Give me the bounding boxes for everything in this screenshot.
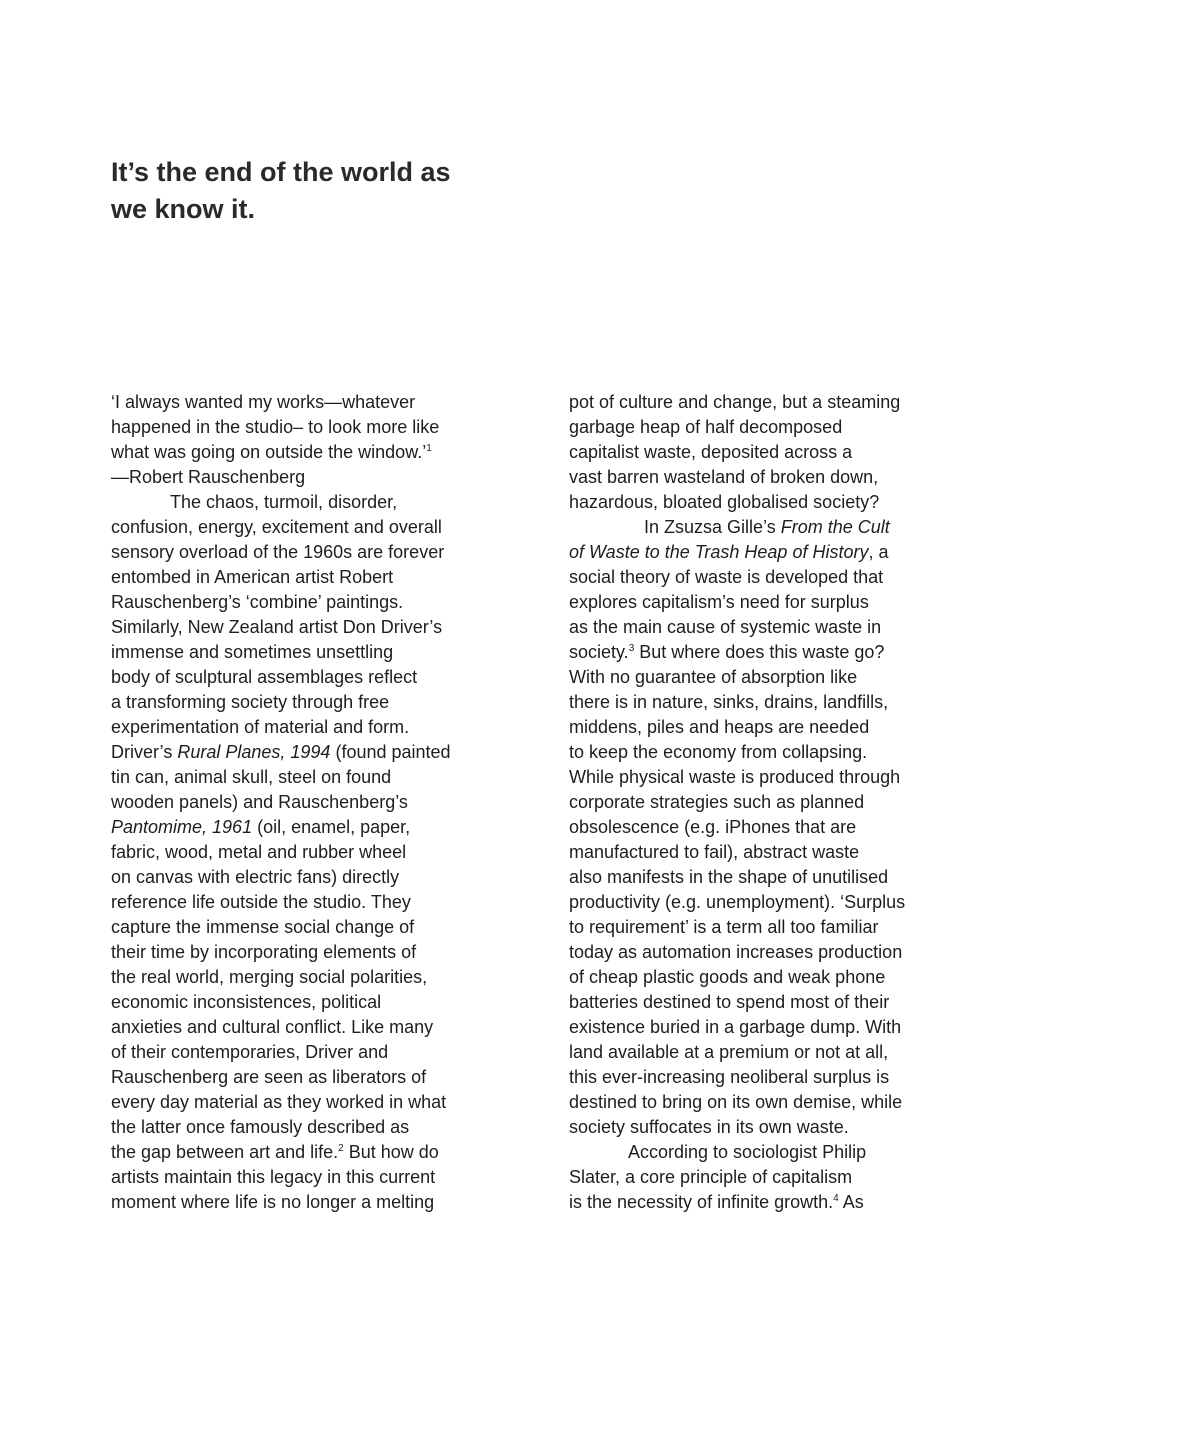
text-line: this ever-increasing neoliberal surplus is — [569, 1067, 890, 1087]
text-line: obsolescence (e.g. iPhones that are — [569, 817, 857, 837]
text-fragment: , a — [868, 542, 889, 562]
text-fragment: society. — [569, 642, 629, 662]
text-fragment: the gap between art and life. — [111, 1142, 339, 1162]
text-fragment: (oil, enamel, paper, — [252, 817, 411, 837]
text-fragment: As — [838, 1192, 864, 1212]
text-line: today as automation increases production — [569, 942, 903, 962]
text-line: explores capitalism’s need for surplus — [569, 592, 869, 612]
text-line: confusion, energy, excitement and overall — [111, 517, 442, 537]
text-line: a transforming society through free — [111, 692, 390, 712]
paragraph-start — [569, 515, 949, 540]
text-fragment: But how do — [343, 1142, 439, 1162]
text-line — [111, 815, 491, 840]
text-line: economic inconsistences, political — [111, 992, 382, 1012]
text-line: garbage heap of half decomposed — [569, 417, 843, 437]
text-line: the real world, merging social polarities, — [111, 967, 428, 987]
text-line: Slater, a core principle of capitalism — [569, 1167, 853, 1187]
text-fragment: Driver’s — [111, 742, 178, 762]
text-line: fabric, wood, metal and rubber wheel — [111, 842, 407, 862]
text-line: to keep the economy from collapsing. — [569, 742, 868, 762]
footnote-ref: 3 — [628, 643, 635, 654]
page-title — [111, 154, 531, 228]
text-fragment: (found painted — [330, 742, 451, 762]
text-fragment: In Zsuzsa Gille’s — [644, 517, 781, 537]
text-line — [569, 640, 949, 665]
text-line: the latter once famously described as — [111, 1117, 410, 1137]
text-line — [569, 540, 949, 565]
text-fragment: is the necessity of infinite growth. — [569, 1192, 834, 1212]
text-line: sensory overload of the 1960s are forever — [111, 542, 445, 562]
right-column — [569, 390, 949, 1215]
paragraph-start: According to sociologist Philip — [628, 1142, 867, 1162]
text-line: existence buried in a garbage dump. With — [569, 1017, 902, 1037]
text-line: With no guarantee of absorption like — [569, 667, 858, 687]
book-title: From the Cult — [780, 517, 890, 537]
text-line: anxieties and cultural conflict. Like many — [111, 1017, 434, 1037]
text-line: their time by incorporating elements of — [111, 942, 417, 962]
text-line: While physical waste is produced through — [569, 767, 901, 787]
text-line: experimentation of material and form. — [111, 717, 410, 737]
text-line: every day material as they worked in what — [111, 1092, 447, 1112]
text-line: happened in the studio– to look more like — [111, 417, 440, 437]
text-line: capture the immense social change of — [111, 917, 415, 937]
text-line: on canvas with electric fans) directly — [111, 867, 400, 887]
paragraph-start: The chaos, turmoil, disorder, — [170, 492, 398, 512]
text-line — [111, 740, 491, 765]
quote-attribution: —Robert Rauschenberg — [111, 467, 306, 487]
text-line: immense and sometimes unsettling — [111, 642, 394, 662]
text-line: Rauschenberg are seen as liberators of — [111, 1067, 427, 1087]
book-title: of Waste to the Trash Heap of History — [569, 542, 869, 562]
text-line: entombed in American artist Robert — [111, 567, 394, 587]
text-line: middens, piles and heaps are needed — [569, 717, 870, 737]
text-fragment: what was going on outside the window.’ — [111, 442, 427, 462]
text-line: ‘I always wanted my works—whatever — [111, 392, 416, 412]
text-line: capitalist waste, deposited across a — [569, 442, 853, 462]
text-line: land available at a premium or not at all, — [569, 1042, 889, 1062]
text-line: of cheap plastic goods and weak phone — [569, 967, 886, 987]
text-line: moment where life is no longer a melting — [111, 1192, 435, 1212]
artwork-title: Pantomime, 1961 — [111, 817, 253, 837]
text-line: reference life outside the studio. They — [111, 892, 411, 912]
text-line: corporate strategies such as planned — [569, 792, 865, 812]
footnote-ref: 1 — [426, 443, 432, 454]
text-line: as the main cause of systemic waste in — [569, 617, 882, 637]
text-line — [111, 1140, 491, 1165]
text-line: destined to bring on its own demise, while — [569, 1092, 903, 1112]
text-line: body of sculptural assemblages reflect — [111, 667, 418, 687]
text-line — [111, 440, 491, 465]
text-fragment: But where does this waste go? — [634, 642, 885, 662]
artwork-title: Rural Planes, 1994 — [177, 742, 331, 762]
title-line: It’s the end of the world as — [111, 157, 451, 187]
text-line: social theory of waste is developed that — [569, 567, 884, 587]
text-line: pot of culture and change, but a steaming — [569, 392, 901, 412]
text-line: there is in nature, sinks, drains, landfills, — [569, 692, 889, 712]
left-column — [111, 390, 491, 1215]
text-line — [569, 1190, 949, 1215]
text-line: society suffocates in its own waste. — [569, 1117, 849, 1137]
footnote-ref: 4 — [833, 1193, 839, 1204]
title-line: we know it. — [111, 194, 256, 224]
footnote-ref: 2 — [338, 1143, 344, 1154]
text-line: productivity (e.g. unemployment). ‘Surplus — [569, 892, 906, 912]
text-line: manufactured to fail), abstract waste — [569, 842, 860, 862]
text-line: hazardous, bloated globalised society? — [569, 492, 880, 512]
text-line: artists maintain this legacy in this current — [111, 1167, 436, 1187]
text-line: of their contemporaries, Driver and — [111, 1042, 389, 1062]
text-line: also manifests in the shape of unutilised — [569, 867, 889, 887]
text-line: Similarly, New Zealand artist Don Driver’s — [111, 617, 443, 637]
text-line: tin can, animal skull, steel on found — [111, 767, 392, 787]
text-line: to requirement’ is a term all too familiar — [569, 917, 879, 937]
text-line: vast barren wasteland of broken down, — [569, 467, 879, 487]
text-line: Rauschenberg’s ‘combine’ paintings. — [111, 592, 404, 612]
text-line: batteries destined to spend most of their — [569, 992, 890, 1012]
text-line: wooden panels) and Rauschenberg’s — [111, 792, 408, 812]
